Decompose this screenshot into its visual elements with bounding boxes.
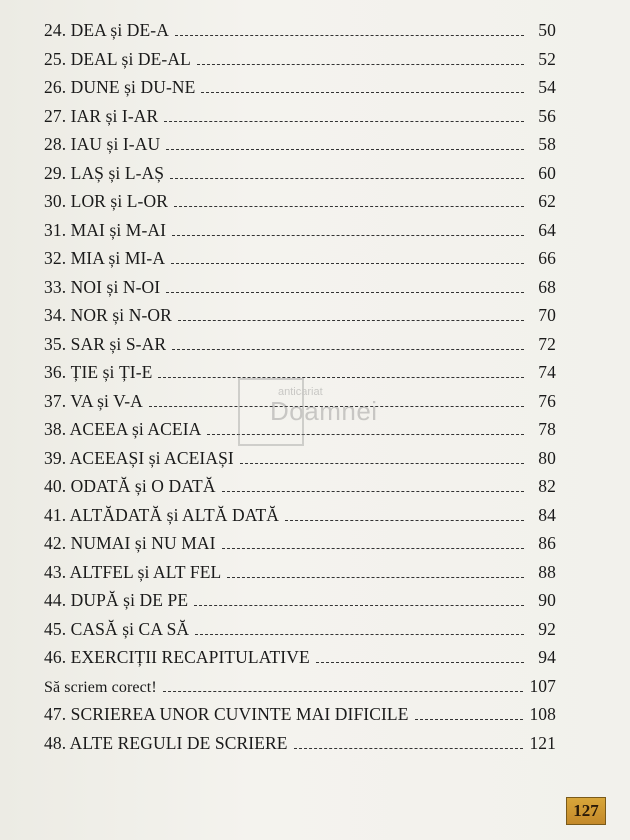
toc-entry-page: 107 [529,675,556,696]
toc-entry-page: 56 [538,105,556,126]
toc-entry-title: 43. ALTFEL și ALT FEL [44,561,222,582]
dot-leader [178,320,524,321]
toc-entry-page: 84 [538,504,556,525]
dot-leader [222,491,524,492]
toc-entry-title: 38. ACEEA și ACEIA [44,419,202,439]
toc-entry-page: 74 [538,362,556,382]
dot-leader [175,35,524,36]
toc-entry-title: 40. ODATĂ și O DATĂ [44,476,216,496]
toc-entry-title: 37. VA și V-A [44,390,143,411]
dot-leader [172,349,524,350]
toc-entry [44,77,556,106]
dot-leader [166,292,524,293]
toc-entry-title: 31. MAI și M-AI [44,219,167,240]
toc-entry-page: 88 [538,561,556,582]
toc-entry-title: 32. MIA și MI-A [44,248,166,268]
dot-leader [170,178,524,179]
toc-entry-title: 24. DEA și DE-A [44,20,169,40]
toc-entry-page: 121 [529,732,556,753]
toc-entry [44,647,556,676]
toc-entry [44,220,556,249]
watermark-logo [238,378,398,450]
toc-entry-page: 76 [538,390,556,411]
dot-leader [294,748,524,749]
toc-entry-title: 39. ACEEAȘI și ACEIAȘI [44,447,234,468]
toc-entry-page: 72 [538,333,556,354]
toc-entry-page: 82 [538,476,556,496]
toc-entry [44,533,556,562]
toc-entry-title: 36. ȚIE și ȚI-E [44,362,153,382]
dot-leader [172,235,524,236]
toc-entry-page: 78 [538,419,556,439]
dot-leader [240,463,524,464]
toc-entry [44,590,556,619]
dot-leader [285,520,524,521]
toc-entry-page: 70 [538,305,556,325]
toc-entry [44,277,556,306]
toc-entry [44,305,556,334]
toc-entry-page: 90 [538,590,556,610]
dot-leader [201,92,524,93]
toc-entry-page: 80 [538,447,556,468]
toc-entry-page: 66 [538,248,556,268]
dot-leader [174,206,524,207]
toc-entry [44,248,556,277]
dot-leader [166,149,524,150]
toc-entry [44,448,556,477]
toc-entry-title: 47. SCRIEREA UNOR CUVINTE MAI DIFICILE [44,704,409,724]
toc-entry-title: 42. NUMAI și NU MAI [44,533,216,553]
dot-leader [163,691,524,692]
toc-entry [44,163,556,192]
toc-entry-page: 68 [538,276,556,297]
toc-entry-page: 86 [538,533,556,553]
page-number-badge: 127 [566,797,606,825]
toc-entry [44,106,556,135]
dot-leader [197,64,524,65]
toc-entry-page: 58 [538,134,556,154]
toc-entry-page: 52 [538,48,556,69]
toc-entry-title: 34. NOR și N-OR [44,305,172,325]
toc-entry [44,191,556,220]
dot-leader [227,577,524,578]
toc-entry-title: 25. DEAL și DE-AL [44,48,191,69]
toc-entry-page: 94 [538,647,556,667]
toc-entry [44,704,556,733]
toc-entry-title: 26. DUNE și DU-NE [44,77,196,97]
toc-entry-title: 48. ALTE REGULI DE SCRIERE [44,732,288,753]
toc-entry-title: 33. NOI și N-OI [44,276,161,297]
watermark-subtitle: anticariat [278,386,323,398]
toc-entry [44,676,556,705]
dot-leader [171,263,524,264]
toc-entry-page: 54 [538,77,556,97]
toc-entry-page: 64 [538,219,556,240]
toc-entry-title: Să scriem corect! [44,678,157,696]
toc-entry [44,562,556,591]
dot-leader [415,719,524,720]
toc-entry-page: 50 [538,20,556,40]
toc-entry [44,733,556,762]
toc-entry-title: 45. CASĂ și CA SĂ [44,618,190,639]
toc-entry [44,334,556,363]
toc-entry-title: 35. SAR și S-AR [44,333,167,354]
dot-leader [222,548,524,549]
toc-entry-title: 44. DUPĂ și DE PE [44,590,189,610]
toc-entry-page: 60 [538,162,556,183]
dot-leader [194,605,524,606]
toc-entry-title: 46. EXERCIȚII RECAPITULATIVE [44,647,310,667]
toc-entry-title: 30. LOR și L-OR [44,191,168,211]
toc-entry [44,505,556,534]
toc-entry [44,20,556,49]
toc-entry-title: 29. LAȘ și L-AȘ [44,162,165,183]
dot-leader [316,662,524,663]
dot-leader [164,121,524,122]
toc-entry-page: 108 [529,704,556,724]
toc-entry-title: 27. IAR și I-AR [44,105,159,126]
toc-entry [44,476,556,505]
toc-entry [44,619,556,648]
toc-entry-title: 28. IAU și I-AU [44,134,161,154]
toc-entry-page: 62 [538,191,556,211]
dot-leader [195,634,524,635]
toc-entry [44,49,556,78]
toc-entry [44,134,556,163]
watermark-title: Doamnei [270,396,378,426]
toc-entry-page: 92 [538,618,556,639]
toc-entry-title: 41. ALTĂDATĂ și ALTĂ DATĂ [44,504,280,525]
